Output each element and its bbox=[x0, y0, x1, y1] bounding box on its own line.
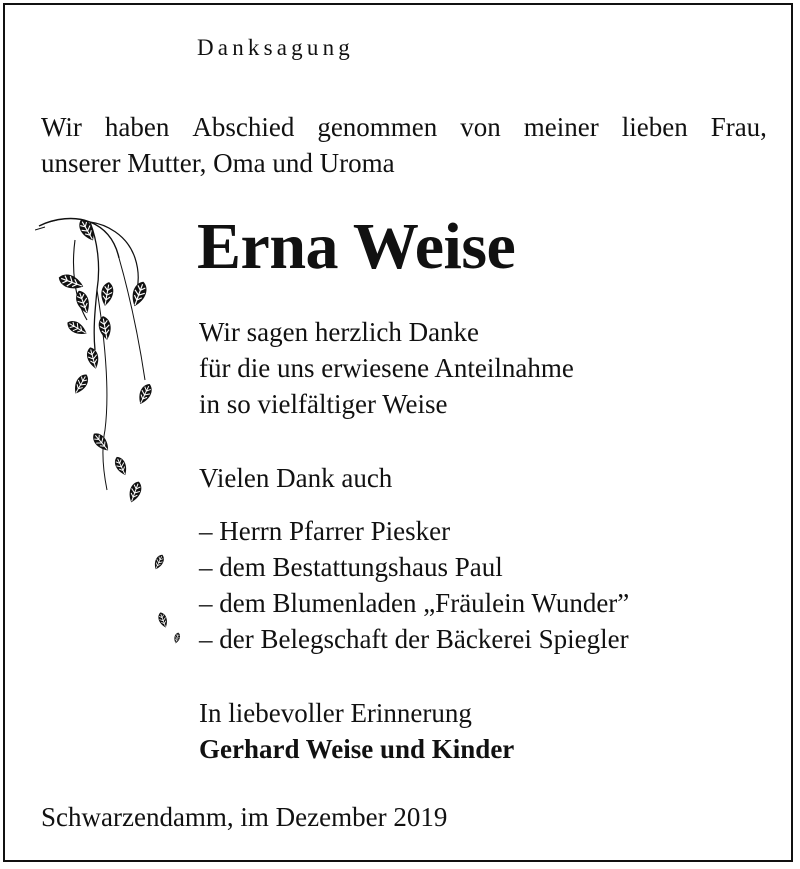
list-item: – Herrn Pfarrer Piesker bbox=[199, 516, 451, 546]
deceased-name: Erna Weise bbox=[197, 210, 516, 283]
intro-word: von bbox=[460, 112, 501, 142]
thanks-line: für die uns erwiesene Anteilnahme bbox=[199, 353, 574, 383]
intro-line-1 bbox=[41, 109, 767, 145]
list-item: – dem Blumenladen „Fräulein Wunder” bbox=[199, 588, 630, 618]
intro-word: genommen bbox=[317, 112, 438, 142]
closing-block bbox=[199, 695, 514, 767]
signer: Gerhard Weise und Kinder bbox=[199, 734, 515, 764]
thanks-line: in so vielfältiger Weise bbox=[199, 389, 448, 419]
obituary-notice bbox=[3, 3, 793, 862]
thanks-paragraph bbox=[199, 314, 574, 422]
intro-word: Abschied bbox=[192, 112, 295, 142]
intro-word: lieben bbox=[621, 112, 688, 142]
intro-text bbox=[41, 109, 767, 181]
also-thanks-heading: Vielen Dank auch bbox=[199, 463, 393, 493]
closing-line: In liebevoller Erinnerung bbox=[199, 698, 472, 728]
list-item: – dem Bestattungshaus Paul bbox=[199, 552, 503, 582]
intro-line-2: unserer Mutter, Oma und Uroma bbox=[41, 148, 395, 178]
thanks-list bbox=[199, 513, 629, 657]
intro-word: Frau, bbox=[710, 112, 767, 142]
thanks-line: Wir sagen herzlich Danke bbox=[199, 317, 480, 347]
intro-word: haben bbox=[104, 112, 170, 142]
list-item: – der Belegschaft der Bäckerei Spiegler bbox=[199, 624, 629, 654]
birch-branch-icon bbox=[35, 210, 195, 660]
intro-word: meiner bbox=[523, 112, 599, 142]
place-date: Schwarzendamm, im Dezember 2019 bbox=[41, 802, 448, 832]
heading: Danksagung bbox=[197, 35, 354, 60]
intro-word: Wir bbox=[41, 112, 82, 142]
